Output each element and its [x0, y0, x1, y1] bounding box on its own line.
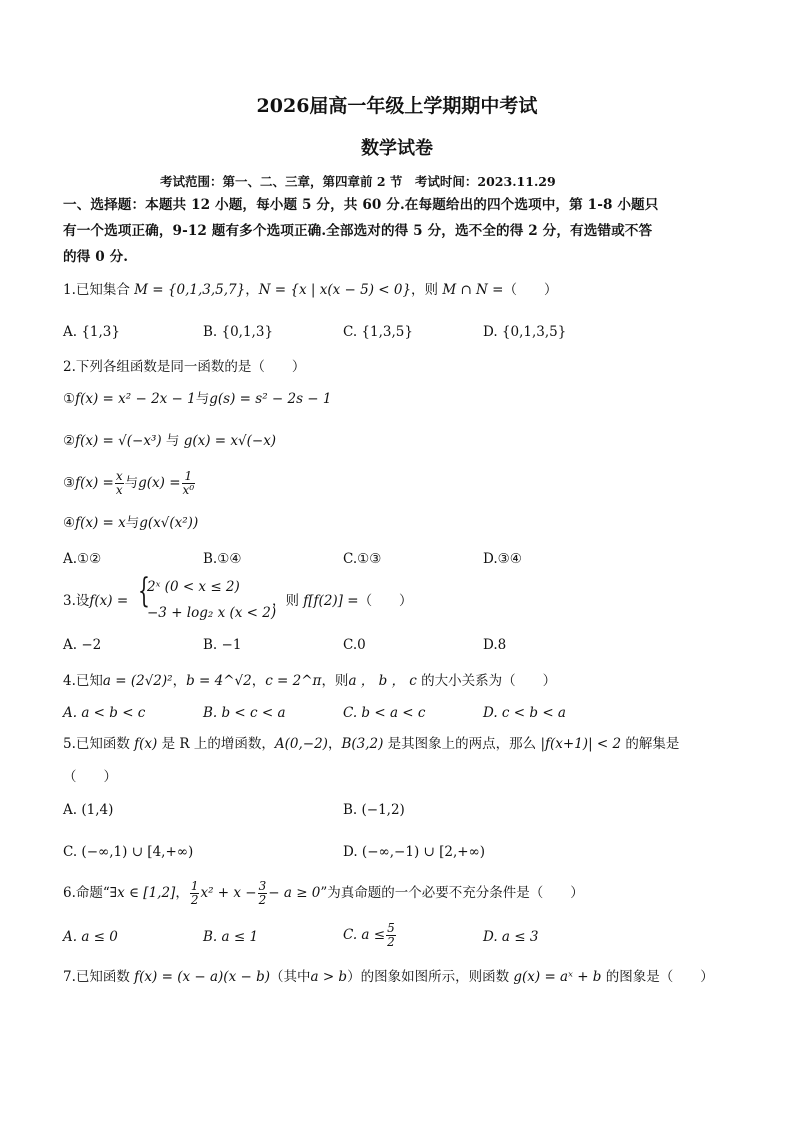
q3-brace-icon: { — [138, 571, 150, 611]
question-4-stem — [63, 672, 556, 690]
q1-text-a: 1.已知集合 — [63, 282, 135, 298]
q2-item-4-mark: ④ — [63, 515, 76, 531]
q4-a-def: a = (2√2)² — [102, 673, 173, 689]
question-3-stem-b — [272, 592, 413, 610]
q2-item-3-f-fraction — [115, 470, 124, 497]
q6-optc-den: 2 — [387, 935, 395, 949]
q2-item-4-f: f(x) = x — [75, 515, 126, 531]
q2-item-1-g: g(s) = s² − 2s − 1 — [209, 391, 332, 407]
q2-item-2 — [63, 432, 276, 450]
q7-text-d: 的图象是（ ） — [601, 969, 714, 985]
q7-text-a: 7.已知函数 — [63, 969, 135, 985]
exam-info: 考试范围：第一、二、三章，第四章前 2 节 考试时间：2023.11.29 — [160, 174, 556, 189]
q6-option-d: D. a ≤ 3 — [483, 929, 539, 945]
q4-sep-2: ， — [251, 673, 266, 689]
q4-b-def: b = 4^√2 — [186, 673, 252, 689]
q6-option-c-label: C. a ≤ — [343, 927, 386, 943]
q2-item-3-g-num: 1 — [182, 470, 196, 484]
q2-item-3-g: g(x) = — [138, 475, 181, 491]
q6-option-a: A. a ≤ 0 — [63, 929, 118, 945]
q1-text-b: ，则 — [411, 282, 443, 298]
q2-item-2-mid: 与 — [161, 433, 184, 449]
q1-option-c: C. {1,3,5} — [343, 324, 413, 340]
q2-item-4 — [63, 514, 198, 532]
question-3-stem-a — [63, 592, 128, 610]
q2-item-2-g: g(x) = x√(−x) — [183, 433, 277, 449]
q6-text-b: ”为真命题的一个必要不充分条件是（ ） — [320, 885, 584, 901]
section-instructions-line-2: 有一个选项正确，9-12 题有多个选项正确.全部选对的得 5 分，选不全的得 2 分，有选错或不答 — [63, 223, 653, 239]
q5-fx: f(x) — [134, 736, 158, 752]
q1-text-c: =（ ） — [487, 282, 558, 298]
q2-item-3-f-num: x — [115, 469, 123, 483]
q2-item-4-g: g(x√(x²)) — [139, 515, 199, 531]
q6-option-b: B. a ≤ 1 — [203, 929, 259, 945]
q6-option-c — [343, 920, 397, 950]
q3-option-b: B. −1 — [203, 637, 242, 653]
q5-text-c: 是其图象上的两点，那么 — [383, 736, 541, 752]
q5-inequality: |f(x+1)| < 2 — [540, 736, 622, 752]
q2-item-2-f: f(x) = √(−x³) — [75, 433, 162, 449]
q4-text-a: 4.已知 — [63, 673, 103, 689]
q4-option-b: B. b < c < a — [203, 705, 286, 721]
q4-text-c: 的大小关系为（ ） — [416, 673, 557, 689]
q5-answer-paren: （ ） — [63, 769, 117, 785]
q2-item-3-g-den: x⁰ — [182, 483, 195, 497]
q2-item-3-f: f(x) = — [75, 475, 114, 491]
q2-item-3-g-fraction — [182, 470, 196, 497]
q6-text-a: 6.命题“ — [63, 885, 110, 901]
exam-subtitle: 数学试卷 — [361, 138, 433, 159]
q5-option-b: B. (−1,2) — [343, 802, 405, 818]
q5-option-c: C. (−∞,1) ∪ [4,+∞) — [63, 844, 194, 860]
q4-text-b: ，则 — [321, 673, 349, 689]
q2-item-3-f-den: x — [115, 483, 123, 497]
q1-expr: M ∩ N — [442, 282, 488, 298]
q2-item-3 — [63, 468, 196, 498]
q2-option-b: B.①④ — [203, 551, 242, 567]
q3-option-d: D.8 — [483, 637, 507, 653]
q3-expr: f[f(2)] = — [303, 593, 359, 609]
q4-sep-1: ， — [172, 673, 187, 689]
exam-title: 2026届高一年级上学期期中考试 — [256, 95, 538, 117]
q6-option-c-fraction — [386, 922, 396, 949]
q6-expr-mid: x² + x − — [200, 885, 257, 901]
q1-option-a: A. {1,3} — [63, 324, 120, 340]
q6-expr-end: − a ≥ 0 — [268, 885, 321, 901]
q5-option-a: A. (1,4) — [63, 802, 114, 818]
q5-text-b: 是 R 上的增函数， — [157, 736, 275, 752]
q7-text-b: （其中 — [269, 969, 311, 985]
q2-item-2-mark: ② — [63, 433, 76, 449]
q4-vars: a ， b ， c — [348, 673, 417, 689]
q6-optc-num: 5 — [387, 921, 395, 935]
q6-half-num: 1 — [190, 879, 199, 893]
q2-item-4-mid: 与 — [125, 515, 140, 531]
question-2-stem: 2.下列各组函数是同一函数的是（ ） — [63, 359, 306, 375]
q1-set-m: M = {0,1,3,5,7} — [134, 282, 246, 298]
q5-option-d: D. (−∞,−1) ∪ [2,+∞) — [343, 844, 486, 860]
q2-item-1 — [63, 390, 332, 408]
q2-item-1-mark: ① — [63, 391, 76, 407]
q3-fdef: f(x) = — [89, 593, 129, 609]
q5-point-b: B(3,2) — [341, 736, 384, 752]
q2-item-3-mid: 与 — [124, 475, 139, 491]
q4-option-c: C. b < a < c — [343, 705, 426, 721]
q5-text-d: 的解集是 — [621, 736, 680, 752]
question-1-stem — [63, 281, 557, 299]
q2-option-d: D.③④ — [483, 551, 522, 567]
q1-set-n: N = {x | x(x − 5) < 0} — [258, 282, 412, 298]
q1-option-b: B. {0,1,3} — [203, 324, 274, 340]
q2-item-3-mark: ③ — [63, 475, 76, 491]
q4-c-def: c = 2^π — [265, 673, 322, 689]
section-instructions-line-1: 一、选择题：本题共 12 小题，每小题 5 分，共 60 分.在每题给出的四个选项中，第 1-8 小题只 — [63, 197, 659, 213]
q5-sep: ， — [327, 736, 342, 752]
section-instructions-line-3: 的得 0 分. — [63, 249, 129, 265]
q2-item-1-mid: 与 — [195, 391, 210, 407]
q7-fdef: f(x) = (x − a)(x − b) — [134, 969, 270, 985]
q3-case-1: 2ˣ (0 < x ≤ 2) — [147, 579, 240, 595]
q7-text-c: ）的图象如图所示，则函数 — [347, 969, 514, 985]
q4-option-d: D. c < b < a — [483, 705, 566, 721]
q6-half-fraction — [190, 880, 200, 907]
q1-sep: ， — [245, 282, 259, 298]
q4-option-a: A. a < b < c — [63, 705, 146, 721]
q3-option-a: A. −2 — [63, 637, 102, 653]
q5-point-a: A(0,−2) — [274, 736, 328, 752]
question-6-stem — [63, 878, 584, 908]
q5-text-a: 5.已知函数 — [63, 736, 135, 752]
q3-text-b: ，则 — [272, 593, 304, 609]
q1-option-d: D. {0,1,3,5} — [483, 324, 567, 340]
q3-text-a: 3.设 — [63, 593, 90, 609]
question-5-stem — [63, 735, 679, 753]
q2-option-c: C.①③ — [343, 551, 382, 567]
question-7-stem — [63, 968, 714, 986]
q6-three-halves-fraction — [258, 880, 268, 907]
q7-gdef: g(x) = aˣ + b — [513, 969, 602, 985]
q6-half-den: 2 — [190, 893, 199, 907]
q6-sep: ， — [175, 885, 189, 901]
q3-option-c: C.0 — [343, 637, 366, 653]
q6-exist: ∃x ∈ [1,2] — [109, 885, 176, 901]
q3-case-2: −3 + log₂ x (x < 2) — [147, 605, 277, 621]
q6-tf-num: 3 — [258, 879, 267, 893]
q2-item-1-f: f(x) = x² − 2x − 1 — [75, 391, 196, 407]
q6-tf-den: 2 — [258, 893, 267, 907]
q3-text-c: （ ） — [358, 593, 413, 609]
q7-cond: a > b — [310, 969, 348, 985]
q2-option-a: A.①② — [63, 551, 102, 567]
